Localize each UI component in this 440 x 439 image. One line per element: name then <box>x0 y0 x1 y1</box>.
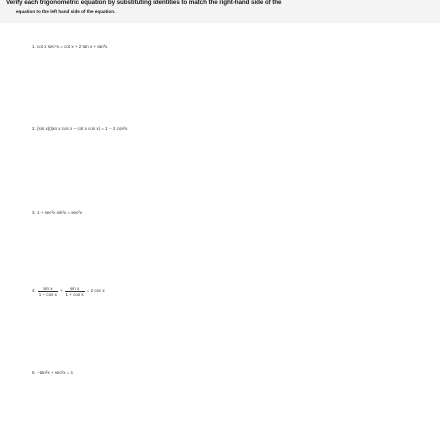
problem-1 <box>32 45 107 50</box>
fraction-2-denominator: 1 + cos x <box>65 292 84 298</box>
fraction-2 <box>65 286 85 297</box>
problem-2 <box>32 127 127 132</box>
right-hand-side: = 2 csc x <box>86 288 105 294</box>
instructions-line-1: Verify each trigonometric equation by substituting identities to match the right-hand side of the <box>6 0 282 6</box>
problem-4 <box>32 286 105 297</box>
fraction-1-numerator: sin x <box>38 286 58 292</box>
problem-equation: 1 + sec²x sin²x = sec²x <box>37 210 83 215</box>
problem-number: 2. <box>32 126 36 131</box>
problem-equation: cot x sec⁴x = cot x + 2 tan x + tan³x <box>37 44 108 49</box>
problem-number: 3. <box>32 210 36 215</box>
problem-number: 1. <box>32 44 36 49</box>
plus-sign: + <box>59 288 63 294</box>
problem-5 <box>32 371 73 376</box>
problem-number: 5. <box>32 370 36 375</box>
problem-equation: −tan²x + sec²x = 1 <box>37 370 74 375</box>
instructions-line-2: equation to the left hand side of the equation. <box>16 9 116 14</box>
fraction-1 <box>38 286 58 297</box>
instructions-banner <box>0 0 440 23</box>
problem-equation <box>32 286 105 297</box>
fraction-1-denominator: 1 − cos x <box>38 292 57 298</box>
fraction-2-numerator: sin x <box>65 286 85 292</box>
problem-equation: (sin x)(tan x cos x − cot x cos x) = 1 − 2 cos²x <box>37 126 128 131</box>
problem-3 <box>32 211 82 216</box>
problem-number: 4. <box>32 288 36 294</box>
